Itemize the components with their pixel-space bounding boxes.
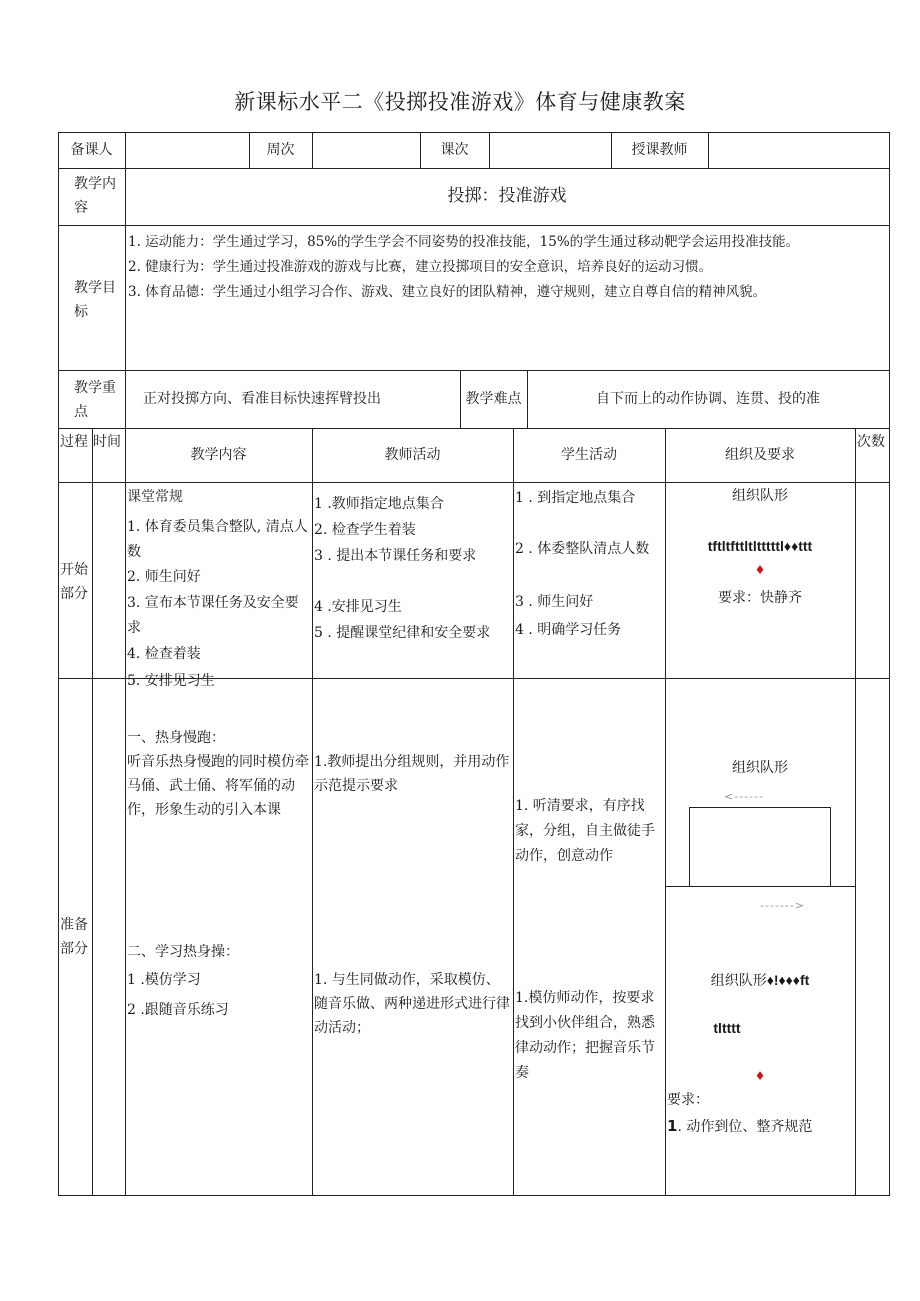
col-student: 学生活动 [561,447,617,463]
prep-req-label: 要求： [667,1092,709,1108]
prep-teacher-2: 1. 与生同做动作，采取模仿、随音乐做、两种递进形式进行律动活动； [314,972,510,1036]
difficulty-label: 教学难点 [465,391,522,407]
col-organization: 组织及要求 [725,447,795,463]
preparer-label: 备课人 [70,142,113,158]
prep-teacher-1: 1.教师提出分组规则，并用动作示范提示要求 [314,754,510,794]
teacher-label: 授课教师 [631,142,688,158]
col-teacher: 教师活动 [384,447,441,463]
arrow-right-icon: -------> [760,899,806,912]
col-content: 教学内容 [190,447,247,463]
prep-org2-heading [665,968,855,994]
prep-part2-heading: 二、学习热身操： [127,944,239,960]
difficulty-value: 自下而上的动作协调、连贯、投的准 [596,391,820,407]
keypoint-label: 教学重点 [74,380,116,420]
content-value: 投掷：投准游戏 [447,186,567,206]
objective-2: 2. 健康行为：学生通过投准游戏的游戏与比赛，建立投掷项目的安全意识，培养良好的运动习惯。 [128,259,713,275]
start-formation: tftltfttltltttttl♦♦ttt [707,538,813,554]
col-time: 时间 [93,434,121,450]
prep-part2-item-2: 2 .跟随音乐练习 [127,1002,229,1018]
start-section-label: 开始部分 [60,562,88,602]
prep-student-2: 1.模仿师动作，按要求找到小伙伴组合，熟悉律动动作；把握音乐节奏 [515,990,655,1081]
week-label: 周次 [266,142,295,158]
col-process: 过程 [60,434,88,450]
prep-part1-text: 听音乐热身慢跑的同时模仿牵马俑、武士俑、将军俑的动作，形象生动的引入本课 [127,754,309,818]
prep-org2-marks: ♦!♦♦♦ft [766,972,810,988]
keypoint-value: 正对投掷方向、看准目标快速挥臂投出 [143,391,381,407]
objective-3: 3. 体育品德：学生通过小组学习合作、游戏、建立良好的团队精神，遵守规则，建立自尊自信的精神风貌。 [128,284,767,300]
formation-marker-icon-2: ♦ [754,1069,766,1083]
formation-area-box [689,807,831,887]
prep-req-text: . 动作到位、整齐规范 [677,1119,813,1135]
arrow-left-icon: <------ [724,790,765,803]
prep-part2-item-1: 1 .模仿学习 [127,972,201,988]
formation-marker-icon: ♦ [754,563,766,577]
col-count: 次数 [857,434,885,450]
prep-part1-heading: 一、热身慢跑： [127,730,225,746]
prep-org1-title: 组织队形 [732,760,788,776]
start-requirement: 要求：快静齐 [718,590,802,606]
prep-org2-title: 组织队形 [710,973,767,989]
prep-section-label: 准备部分 [60,917,88,957]
objective-1: 1. 运动能力：学生通过学习，85%的学生学会不同姿势的投准技能，15%的学生通过移动靶学会运用投准技能。 [128,234,800,250]
prep-requirement [667,1114,853,1140]
prep-formation: tltttt [713,1020,741,1036]
page-title: 新课标水平二《投掷投准游戏》体育与健康教案 [234,90,686,114]
objectives-label: 教学目标 [74,280,116,320]
prep-req-number: 1 [667,1117,678,1135]
content-label: 教学内容 [74,176,116,216]
start-content: 课堂常规 1. 体育委员集合整队, 清点人数 2. 师生问好 3. 宣布本节课任务及安全要求 4. 检查着装 5. 安排见习生 [127,489,308,689]
prep-student-1: 1. 听清要求，有序找家，分组，自主做徒手动作，创意动作 [515,798,655,864]
lesson-label: 课次 [440,142,469,158]
start-org-title: 组织队形 [732,488,788,504]
